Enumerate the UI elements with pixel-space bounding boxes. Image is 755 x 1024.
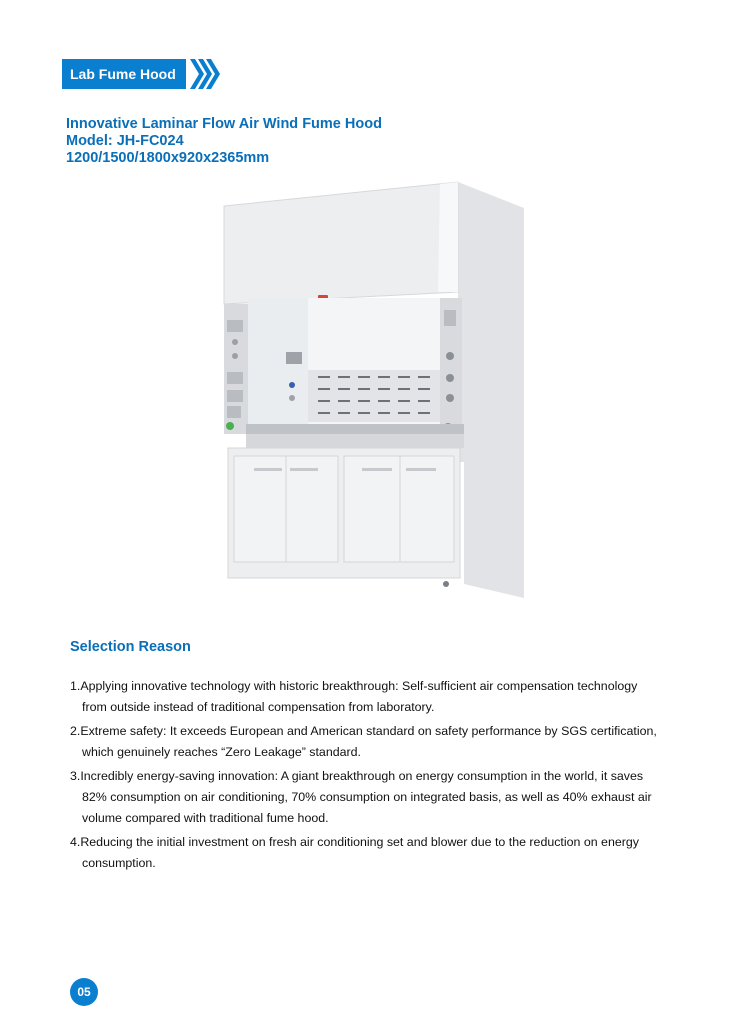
list-item-line: from outside instead of traditional compensation from laboratory. bbox=[82, 700, 435, 714]
list-item-line: consumption. bbox=[82, 856, 156, 870]
product-heading bbox=[66, 116, 382, 167]
page-number-badge: 05 bbox=[70, 978, 98, 1006]
list-item bbox=[70, 832, 710, 874]
product-dimensions: 1200/1500/1800x920x2365mm bbox=[66, 150, 270, 166]
list-item-line: 1.Applying innovative technology with historic breakthrough: Self-sufficient air compensation technology bbox=[70, 679, 638, 693]
list-item-line: 4.Reducing the initial investment on fresh air conditioning set and blower due to the reduction on energy bbox=[70, 835, 639, 849]
selection-reason-title: Selection Reason bbox=[70, 639, 191, 655]
product-name: Innovative Laminar Flow Air Wind Fume Hood bbox=[66, 116, 382, 132]
list-item-line: volume compared with traditional fume hood. bbox=[82, 811, 329, 825]
list-item bbox=[70, 676, 710, 718]
list-item-line: 82% consumption on air conditioning, 70% consumption on integrated basis, as well as 40% exhaust air bbox=[82, 790, 652, 804]
stripes-decoration bbox=[190, 59, 220, 89]
selection-reason-list bbox=[70, 676, 710, 877]
fume-hood-illustration bbox=[218, 180, 530, 600]
list-item-line: 2.Extreme safety: It exceeds European and American standard on safety performance by SGS certification, bbox=[70, 724, 657, 738]
section-tag bbox=[62, 59, 220, 89]
section-tag-label: Lab Fume Hood bbox=[62, 59, 186, 89]
list-item bbox=[70, 721, 710, 763]
product-model: Model: JH-FC024 bbox=[66, 133, 184, 149]
list-item bbox=[70, 766, 710, 829]
list-item-line: 3.Incredibly energy-saving innovation: A giant breakthrough on energy consumption in the world, it saves bbox=[70, 769, 644, 783]
list-item-line: which genuinely reaches “Zero Leakage” standard. bbox=[82, 745, 361, 759]
